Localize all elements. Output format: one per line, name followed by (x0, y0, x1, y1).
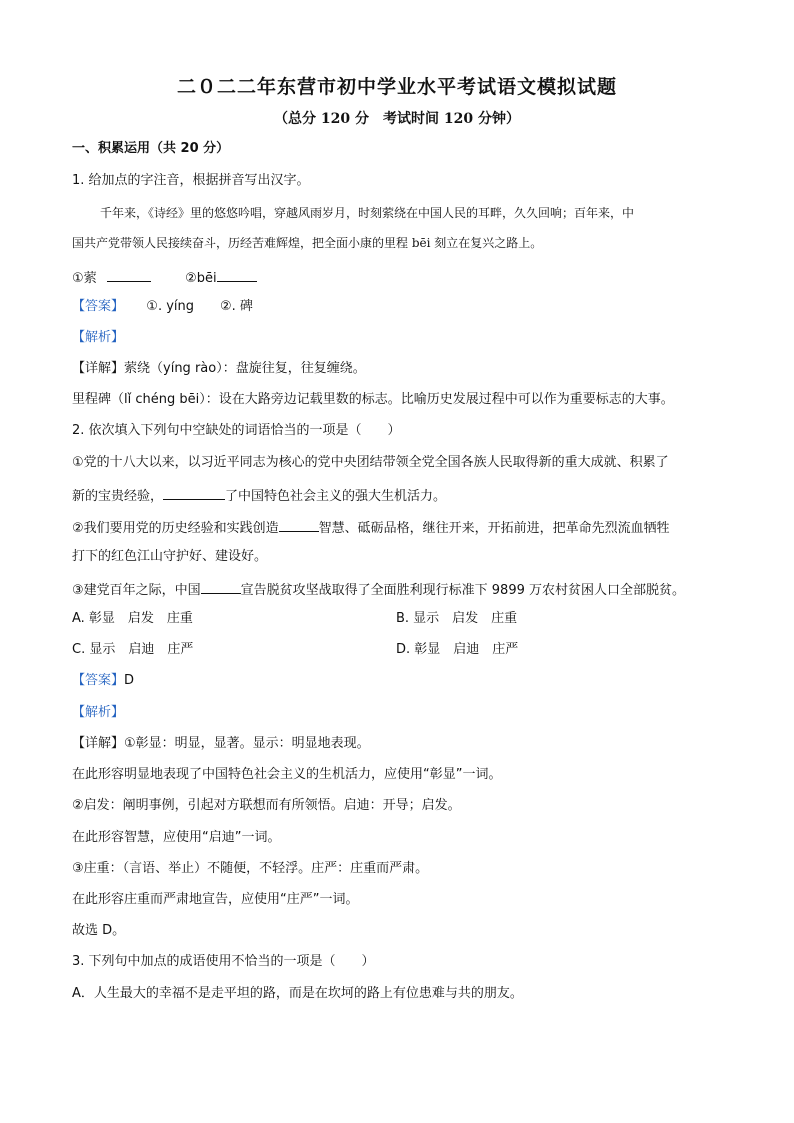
q2-s3a: ③建党百年之际，中国 (72, 583, 201, 598)
q1-answer-text: ①. yíng ②. 碑 (146, 299, 253, 314)
q1-item2: ②bēi (185, 271, 217, 286)
q1-stem: 1. 给加点的字注音，根据拼音写出汉字。 (72, 173, 310, 188)
q2-s3 (72, 579, 685, 600)
q1-analysis-label: 【解析】 (72, 330, 125, 345)
q1-blank1 (107, 267, 151, 282)
q2-answer-text: D (124, 673, 135, 688)
q2-detail3: ②启发：阐明事例，引起对方联想而有所领悟。启迪：开导；启发。 (72, 798, 461, 813)
q2-stem: 2. 依次填入下列句中空缺处的词语恰当的一项是（ ） (72, 423, 401, 438)
q2-option-c: C. 显示 启迪 庄严 (72, 642, 194, 657)
page-title: 二０二二年东营市初中学业水平考试语文模拟试题 (176, 76, 617, 98)
q2-option-b: B. 显示 启发 庄重 (396, 611, 518, 626)
detail-label: 【详解】 (72, 736, 125, 751)
q2-s1-line2b: 了中国特色社会主义的强大生机活力。 (225, 489, 447, 504)
q2-s2-line2: 打下的红色江山守护好、建设好。 (72, 549, 268, 564)
q2-analysis-label: 【解析】 (72, 705, 125, 720)
q1-detail2: 里程碑（lǐ chéng bēi）：设在大路旁边记载里数的标志。比喻历史发展过程中可以作为重要标志的大事。 (72, 392, 674, 407)
q1-answer (72, 298, 253, 316)
q2-option-a: A. 彰显 启发 庄重 (72, 611, 193, 626)
q2-detail5: ③庄重：（言语、举止）不随便，不轻浮。庄严：庄重而严肃。 (72, 861, 429, 876)
q1-item1: ①萦 (72, 271, 97, 286)
q1-detail1 (72, 360, 366, 378)
q3-stem: 3. 下列句中加点的成语使用不恰当的一项是（ ） (72, 954, 375, 969)
q1-detail1-text: 萦绕（yíng rào）：盘旋往复，往复缠绕。 (124, 361, 366, 376)
q2-detail4: 在此形容智慧，应使用“启迪”一词。 (72, 830, 281, 845)
q1-passage-line2: 国共产党带领人民接续奋斗，历经苦难辉煌，把全面小康的里程 bēi 刻立在复兴之路上。 (72, 236, 543, 250)
detail-label: 【详解】 (72, 361, 125, 376)
q2-blank2 (279, 517, 319, 532)
q2-s1-line2a: 新的宝贵经验， (72, 489, 164, 504)
q2-blank3 (201, 579, 241, 594)
q2-detail6: 在此形容庄重而严肃地宣告，应使用“庄严”一词。 (72, 892, 359, 907)
q2-option-d: D. 彰显 启迪 庄严 (396, 642, 519, 657)
q2-answer (72, 672, 134, 690)
q2-s2-line1a: ②我们要用党的历史经验和实践创造 (72, 521, 279, 536)
q2-detail7: 故选 D。 (72, 923, 126, 938)
q1-passage-line1: 千年来，《诗经》里的悠悠吟唱，穿越风雨岁月，时刻萦绕在中国人民的耳畔，久久回响；百年来，中 (100, 206, 635, 220)
q2-s2-line1 (72, 517, 670, 538)
page-subtitle: （总分 120 分 考试时间 120 分钟） (274, 111, 520, 127)
answer-label: 【答案】 (72, 673, 125, 688)
q2-detail1 (72, 735, 370, 753)
q2-s1-line2 (72, 485, 446, 506)
q3-option-a: A．人生最大的幸福不是走平坦的路，而是在坎坷的路上有位患难与共的朋友。 (72, 986, 523, 1001)
q2-detail1-text: ①彰显：明显，显著。显示：明显地表现。 (124, 736, 370, 751)
section-heading: 一、积累运用（共 20 分） (72, 141, 230, 156)
q2-s2-line1b: 智慧、砥砺品格，继往开来，开拓前进，把革命先烈流血牺牲 (318, 521, 670, 536)
answer-label: 【答案】 (72, 299, 125, 314)
q2-detail2: 在此形容明显地表现了中国特色社会主义的生机活力，应使用“彰显”一词。 (72, 767, 502, 782)
q1-items (72, 267, 257, 288)
q2-s3b: 宣告脱贫攻坚战取得了全面胜利现行标准下 9899 万农村贫困人口全部脱贫。 (240, 583, 686, 598)
q1-blank2 (217, 267, 257, 282)
q2-blank1 (163, 485, 225, 500)
q2-s1-line1: ①党的十八大以来，以习近平同志为核心的党中央团结带领全党全国各族人民取得新的重大成就、积累了 (72, 455, 669, 470)
